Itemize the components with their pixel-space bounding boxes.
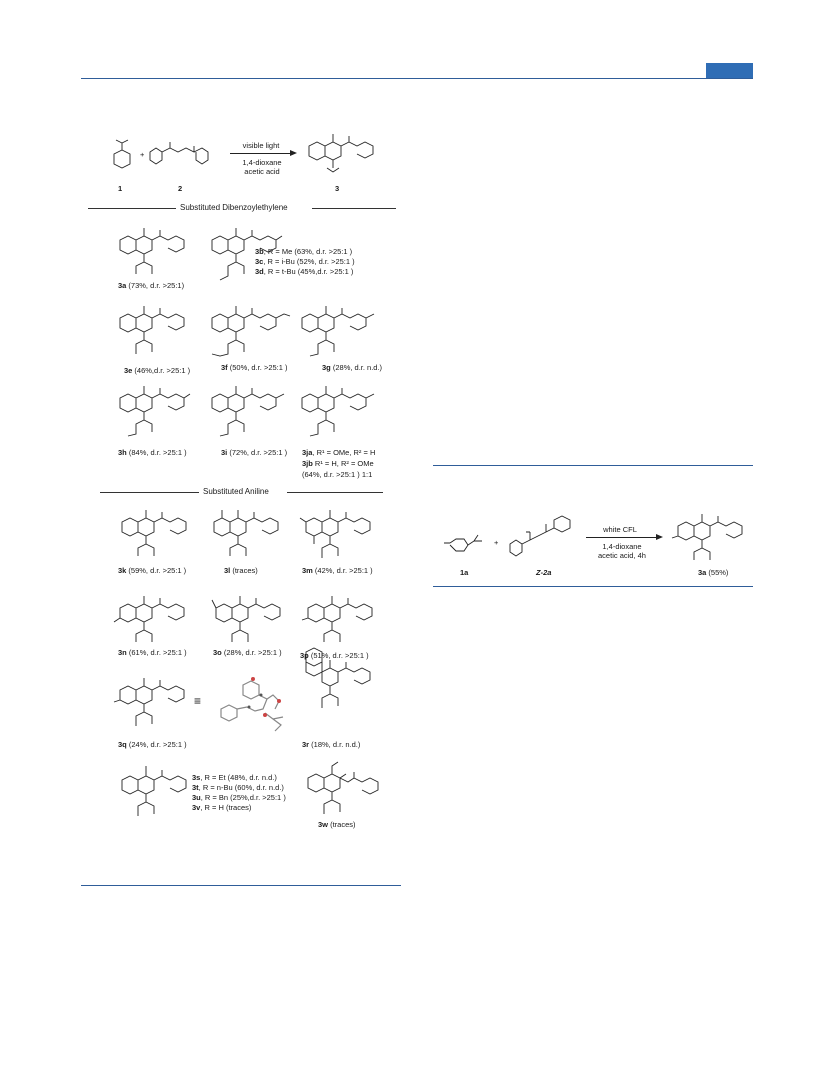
reaction-arrow xyxy=(230,153,292,154)
equivalence-sign: ≡ xyxy=(194,694,202,708)
compound-3jb-label: 3jb R¹ = H, R² = OMe xyxy=(302,459,374,468)
compound-3ja-label: 3ja, R¹ = OMe, R² = H xyxy=(302,448,376,457)
scheme2-condition-line-1: 1,4-dioxane xyxy=(602,542,642,551)
reactant-2-structure xyxy=(148,140,218,172)
section-line-right-1 xyxy=(312,208,396,209)
compound-3i-structure xyxy=(204,380,292,438)
compound-3v-label: 3v, R = H (traces) xyxy=(192,803,252,812)
reactant-1a-label: 1a xyxy=(460,568,469,577)
compound-3n-structure xyxy=(112,590,192,646)
compound-3o-label: 3o (28%, d.r. >25:1 ) xyxy=(213,648,282,657)
scheme2-condition-top: white CFL xyxy=(603,525,637,534)
scheme1-bottom-rule xyxy=(81,885,401,886)
compound-3h-label: 3h (84%, d.r. >25:1 ) xyxy=(118,448,187,457)
compound-3j-structure xyxy=(300,380,388,438)
plus-sign: + xyxy=(140,150,145,159)
compound-3k-label: 3k (59%, d.r. >25:1 ) xyxy=(118,566,187,575)
compound-3l-label: 3l (traces) xyxy=(224,566,258,575)
compound-3u-label: 3u, R = Bn (25%,d.r. >25:1 ) xyxy=(192,793,286,802)
product-3-structure xyxy=(305,128,385,180)
condition-line-2: 1,4-dioxane xyxy=(242,158,282,167)
compound-3o-structure xyxy=(208,590,288,646)
reactant-2-label: 2 xyxy=(178,184,183,193)
section-line-left-1 xyxy=(88,208,176,209)
section-line-right-2 xyxy=(287,492,383,493)
compound-3q-label: 3q (24%, d.r. >25:1 ) xyxy=(118,740,187,749)
reaction-arrowhead xyxy=(290,150,297,156)
compound-3g-label: 3g (28%, d.r. n.d.) xyxy=(322,363,383,372)
condition-line-1: visible light xyxy=(242,141,280,150)
compound-3f-label: 3f (50%, d.r. >25:1 ) xyxy=(221,363,288,372)
compound-3j-yield-label: (64%, d.r. >25:1 ) 1:1 xyxy=(302,470,373,479)
compound-3r-label: 3r (18%, d.r. n.d.) xyxy=(302,740,361,749)
compound-3k-structure xyxy=(120,504,194,560)
compound-3w-label: 3w (traces) xyxy=(318,820,356,829)
scheme2-plus-sign: + xyxy=(494,538,499,547)
scheme2-top-rule xyxy=(433,465,753,466)
compound-3l-structure xyxy=(212,504,286,560)
compound-3a-label: 3a (73%, d.r. >25:1) xyxy=(118,281,185,290)
reactant-1-label: 1 xyxy=(118,184,123,193)
reactant-z2a-structure xyxy=(508,512,578,558)
compound-3s-3v-structure xyxy=(120,758,194,820)
compound-3a-structure xyxy=(118,222,192,276)
section-heading-aniline: Substituted Aniline xyxy=(199,487,273,496)
compound-3w-structure xyxy=(306,760,386,818)
scheme2-reaction-arrow xyxy=(586,537,658,538)
compound-3e-structure xyxy=(118,300,194,358)
reactant-1a-structure xyxy=(442,527,486,557)
compound-3p-label: 3p (51%, d.r. >25:1 ) xyxy=(300,651,369,660)
compound-3s-label: 3s, R = Et (48%, d.r. n.d.) xyxy=(192,773,277,782)
scheme2-condition-line-2: acetic acid, 4h xyxy=(598,551,646,560)
xray-crystal-structure xyxy=(213,675,303,733)
compound-3f-structure xyxy=(204,300,296,358)
compound-3m-structure xyxy=(298,504,378,562)
compound-3e-label: 3e (46%,d.r. >25:1 ) xyxy=(124,366,191,375)
section-heading-dibenzoyl: Substituted Dibenzoylethylene xyxy=(176,203,292,212)
header-rule xyxy=(81,78,753,79)
section-line-left-2 xyxy=(100,492,200,493)
product-3a-structure xyxy=(670,508,750,562)
compound-3p-structure xyxy=(300,590,380,646)
compound-3b-label: 3b, R = Me (63%, d.r. >25:1 ) xyxy=(255,247,353,256)
compound-3i-label: 3i (72%, d.r. >25:1 ) xyxy=(221,448,288,457)
scheme2-bottom-rule xyxy=(433,586,753,587)
compound-3d-label: 3d, R = t-Bu (45%,d.r. >25:1 ) xyxy=(255,267,354,276)
reactant-z2a-label: Z-2a xyxy=(536,568,552,577)
compound-3g-structure xyxy=(300,300,388,358)
reactant-1-structure xyxy=(104,140,138,178)
condition-line-3: acetic acid xyxy=(244,167,280,176)
compound-3n-label: 3n (61%, d.r. >25:1 ) xyxy=(118,648,187,657)
compound-3q-structure xyxy=(112,672,192,730)
product-3a-label: 3a (55%) xyxy=(698,568,729,577)
compound-3m-label: 3m (42%, d.r. >25:1 ) xyxy=(302,566,373,575)
product-3-label: 3 xyxy=(335,184,340,193)
scheme2-reaction-arrowhead xyxy=(656,534,663,540)
compound-3t-label: 3t, R = n-Bu (60%, d.r. n.d.) xyxy=(192,783,284,792)
compound-3r-structure xyxy=(298,650,378,732)
compound-3h-structure xyxy=(112,380,192,438)
page-tab-marker xyxy=(706,63,753,78)
compound-3c-label: 3c, R = i-Bu (52%, d.r. >25:1 ) xyxy=(255,257,355,266)
